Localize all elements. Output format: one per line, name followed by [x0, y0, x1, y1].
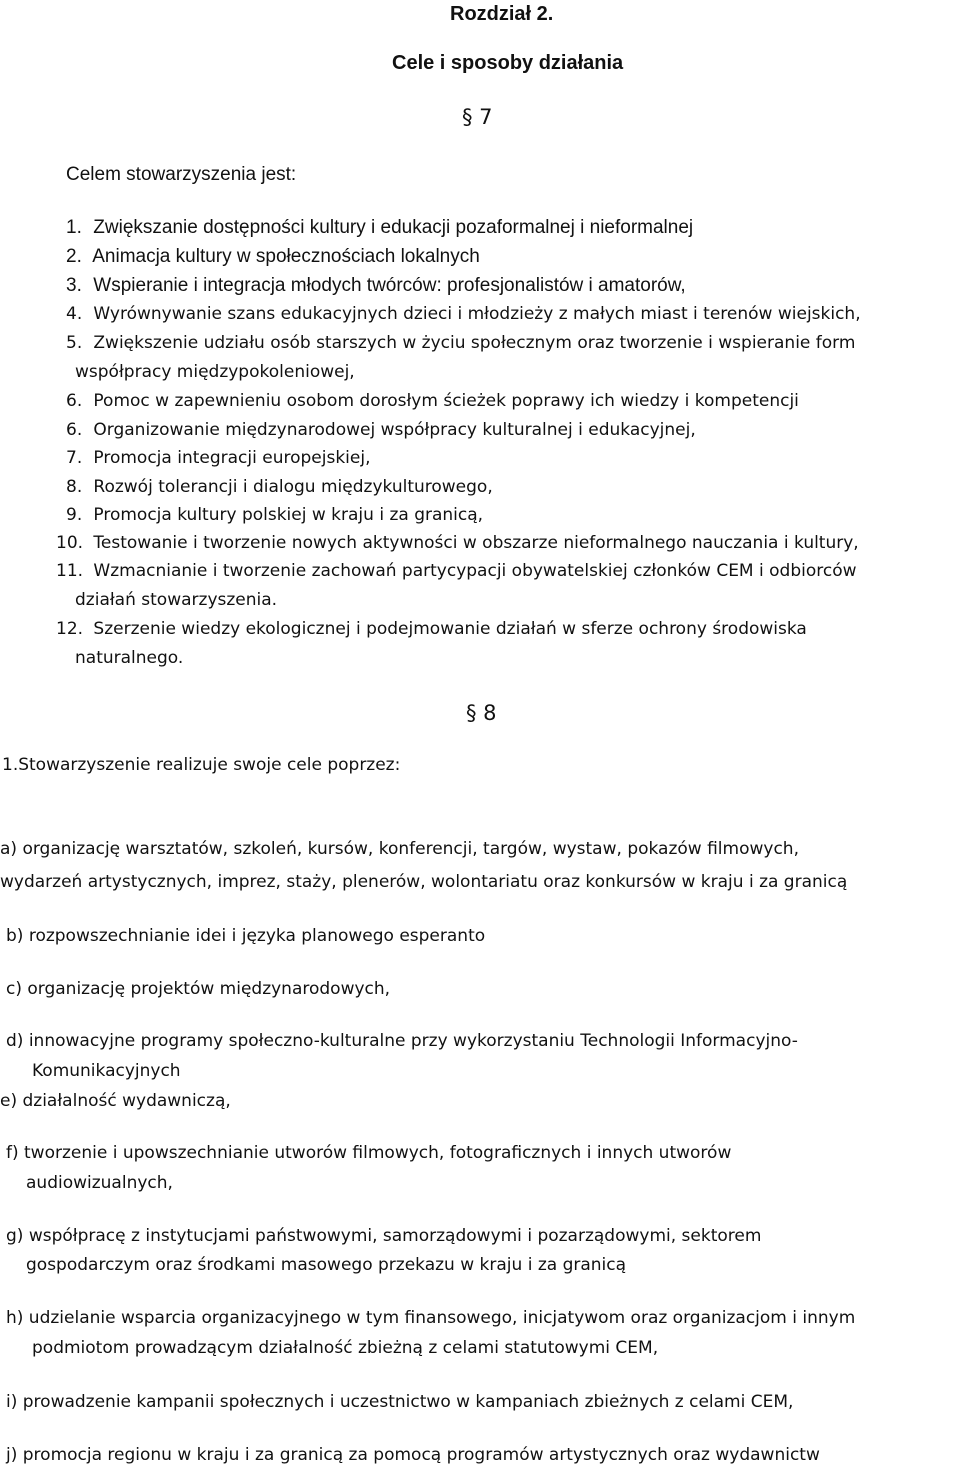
- list-item: f) tworzenie i upowszechnianie utworów filmowych, fotograficznych i innych utworów: [6, 1143, 732, 1163]
- chapter-title: Rozdział 2.: [450, 3, 554, 25]
- list-item: 8. Rozwój tolerancji i dialogu międzykulturowego,: [66, 477, 493, 497]
- list-item: 4. Wyrównywanie szans edukacyjnych dzieci i młodzieży z małych miast i terenów wiejskich,: [66, 304, 861, 324]
- list-item-continuation: audiowizualnych,: [26, 1173, 173, 1193]
- list-item: 3. Wspieranie i integracja młodych twórców: profesjonalistów i amatorów,: [66, 275, 686, 296]
- list-item: 10. Testowanie i tworzenie nowych aktywności w obszarze nieformalnego nauczania i kultury,: [56, 533, 859, 553]
- list-item-continuation: wydarzeń artystycznych, imprez, staży, plenerów, wolontariatu oraz konkursów w kraju i za granicą: [0, 872, 848, 892]
- list-item-continuation: Komunikacyjnych: [32, 1061, 181, 1081]
- list-item: g) współpracę z instytucjami państwowymi, samorządowymi i pozarządowymi, sektorem: [6, 1226, 762, 1246]
- list-item: 9. Promocja kultury polskiej w kraju i za granicą,: [66, 505, 484, 525]
- list-item-continuation: gospodarczym oraz środkami masowego przekazu w kraju i za granicą: [26, 1255, 627, 1275]
- list-item: 2. Animacja kultury w społecznościach lokalnych: [66, 246, 480, 267]
- list-item: i) prowadzenie kampanii społecznych i uczestnictwo w kampaniach zbieżnych z celami CEM,: [6, 1392, 794, 1412]
- list-item: h) udzielanie wsparcia organizacyjnego w tym finansowego, inicjatywom oraz organizacjom i innym: [6, 1308, 856, 1328]
- list-item: 7. Promocja integracji europejskiej,: [66, 448, 371, 468]
- list-item-continuation: podmiotom prowadzącym działalność zbieżną z celami statutowymi CEM,: [32, 1338, 659, 1358]
- list-item: 6. Organizowanie międzynarodowej współpracy kulturalnej i edukacyjnej,: [66, 420, 696, 440]
- chapter-subtitle: Cele i sposoby działania: [392, 52, 624, 74]
- list-item: 12. Szerzenie wiedzy ekologicznej i podejmowanie działań w sferze ochrony środowiska: [56, 619, 807, 639]
- list-item: b) rozpowszechnianie idei i języka planowego esperanto: [6, 926, 486, 946]
- list-item-continuation: działań stowarzyszenia.: [75, 590, 278, 610]
- list-item-continuation: współpracy międzypokoleniowej,: [75, 362, 355, 382]
- list-item: j) promocja regionu w kraju i za granicą za pomocą programów artystycznych oraz wydawnictw: [6, 1445, 820, 1465]
- list-item: 6. Pomoc w zapewnieniu osobom dorosłym ścieżek poprawy ich wiedzy i kompetencji: [66, 391, 799, 411]
- section-8-mark: § 8: [466, 701, 497, 725]
- list-item-continuation: naturalnego.: [75, 648, 184, 668]
- section-8-intro: 1.Stowarzyszenie realizuje swoje cele poprzez:: [2, 755, 401, 775]
- list-item: c) organizację projektów międzynarodowych,: [6, 979, 391, 999]
- section-7-mark: § 7: [462, 105, 493, 129]
- list-item: 1. Zwiększanie dostępności kultury i edukacji pozaformalnej i nieformalnej: [66, 217, 694, 238]
- section-7-intro: Celem stowarzyszenia jest:: [66, 164, 297, 185]
- list-item: a) organizację warsztatów, szkoleń, kursów, konferencji, targów, wystaw, pokazów filmowych,: [0, 839, 799, 859]
- list-item: 5. Zwiększenie udziału osób starszych w życiu społecznym oraz tworzenie i wspieranie form: [66, 333, 856, 353]
- list-item: e) działalność wydawniczą,: [0, 1091, 231, 1111]
- list-item: 11. Wzmacnianie i tworzenie zachowań partycypacji obywatelskiej członków CEM i odbiorców: [56, 561, 857, 581]
- list-item: d) innowacyjne programy społeczno-kulturalne przy wykorzystaniu Technologii Informacyjno-: [6, 1031, 798, 1051]
